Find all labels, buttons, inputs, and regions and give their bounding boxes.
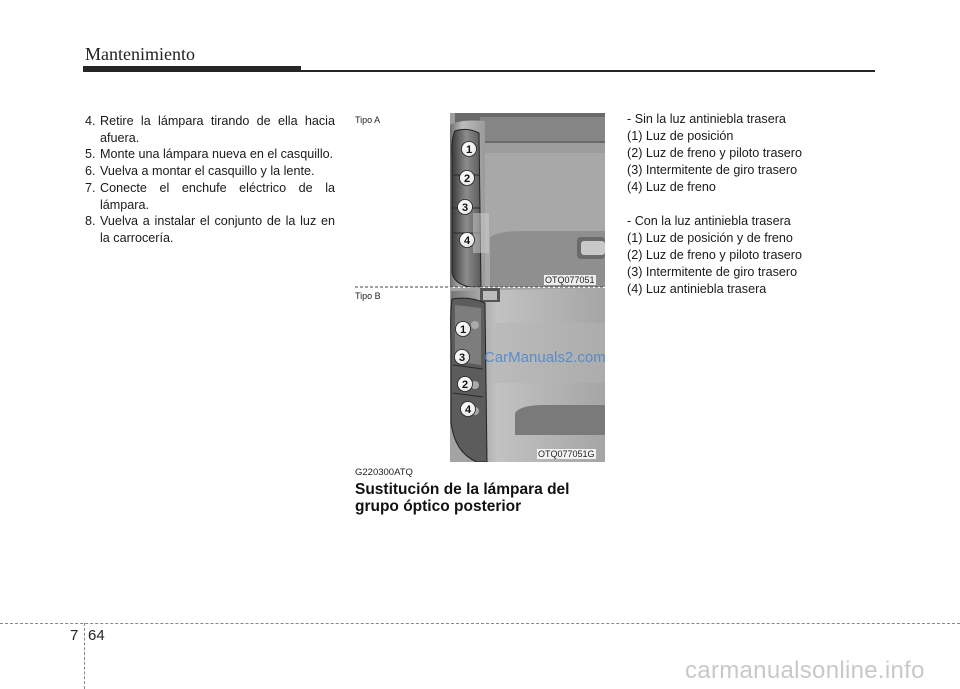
legend-without-fog <box>627 111 877 196</box>
callout-b-2 <box>458 377 473 392</box>
callout-a-4 <box>460 233 475 248</box>
heading-line: grupo óptico posterior <box>355 498 522 515</box>
section-heading <box>355 481 595 515</box>
page-number: 64 <box>88 627 105 644</box>
callout-a-1 <box>462 142 477 157</box>
step-number: 5. <box>85 147 96 162</box>
step-number: 4. <box>85 114 96 128</box>
legend-with-fog <box>627 213 877 298</box>
step-text: Monte una lámpara nueva en el casquillo. <box>100 147 334 162</box>
callout-number: 4 <box>464 404 472 416</box>
callout-number: 4 <box>463 235 471 247</box>
header-rule-thin <box>301 70 875 72</box>
step-text: Retire la lámpara tirando de ella hacia afuera. <box>100 114 335 145</box>
callout-a-2 <box>460 171 475 186</box>
callout-number: 1 <box>459 324 467 336</box>
step-number: 8. <box>85 214 96 229</box>
footer-rule <box>0 623 960 624</box>
callout-number: 2 <box>461 379 469 391</box>
step-5 <box>85 146 335 163</box>
legend-item: (1) Luz de posición <box>627 129 734 144</box>
lamp-legend <box>627 111 877 299</box>
step-4 <box>85 113 335 146</box>
rear-lamp-figure <box>355 113 605 462</box>
callout-b-1 <box>456 322 471 337</box>
legend-item: - Sin la luz antiniebla trasera <box>627 112 786 126</box>
legend-item: (4) Luz antiniebla trasera <box>627 282 767 297</box>
legend-item: (3) Intermitente de giro trasero <box>627 265 798 280</box>
step-8 <box>85 213 335 246</box>
callout-b-3 <box>455 350 470 365</box>
step-text: Conecte el enchufe eléctrico de la lámpara. <box>100 180 335 212</box>
rear-lamp-illustration <box>355 113 605 462</box>
section-title: Mantenimiento <box>85 44 195 64</box>
site-watermark: carmanualsonline.info <box>685 657 925 684</box>
type-a-label: Tipo A <box>355 115 381 125</box>
legend-item: - Con la luz antiniebla trasera <box>627 214 791 229</box>
callout-b-4 <box>461 402 476 417</box>
header-rule-thick <box>83 66 301 72</box>
type-b-code: OTQ077051G <box>538 449 595 459</box>
legend-item: (2) Luz de freno y piloto trasero <box>627 146 803 161</box>
legend-item: (2) Luz de freno y piloto trasero <box>627 248 803 263</box>
callout-number: 2 <box>463 173 471 185</box>
legend-gap <box>627 196 877 213</box>
step-text: Vuelva a instalar el conjunto de la luz en la carrocería. <box>100 214 335 245</box>
type-b-illustration <box>450 288 605 462</box>
step-number: 7. <box>85 180 96 195</box>
callout-number: 1 <box>465 144 473 156</box>
legend-item: (3) Intermitente de giro trasero <box>627 163 798 178</box>
step-text: Vuelva a montar el casquillo y la lente. <box>100 164 315 179</box>
heading-line: Sustitución de la lámpara del <box>355 481 570 498</box>
legend-item: (1) Luz de posición y de freno <box>627 231 793 246</box>
footer-vertical-rule <box>84 623 85 689</box>
step-7 <box>85 180 335 213</box>
callout-a-3 <box>458 200 473 215</box>
step-number: 6. <box>85 164 96 179</box>
watermark: CarManuals2.com <box>484 349 606 366</box>
procedure-steps <box>85 113 335 247</box>
type-b-label: Tipo B <box>355 291 381 301</box>
type-a-code: OTQ077051 <box>545 275 595 285</box>
type-a-illustration <box>450 113 605 287</box>
chapter-number: 7 <box>70 627 79 644</box>
legend-item: (4) Luz de freno <box>627 180 716 195</box>
document-code: G220300ATQ <box>355 467 413 478</box>
callout-number: 3 <box>458 352 466 364</box>
callout-number: 3 <box>461 202 469 214</box>
step-6 <box>85 163 335 180</box>
